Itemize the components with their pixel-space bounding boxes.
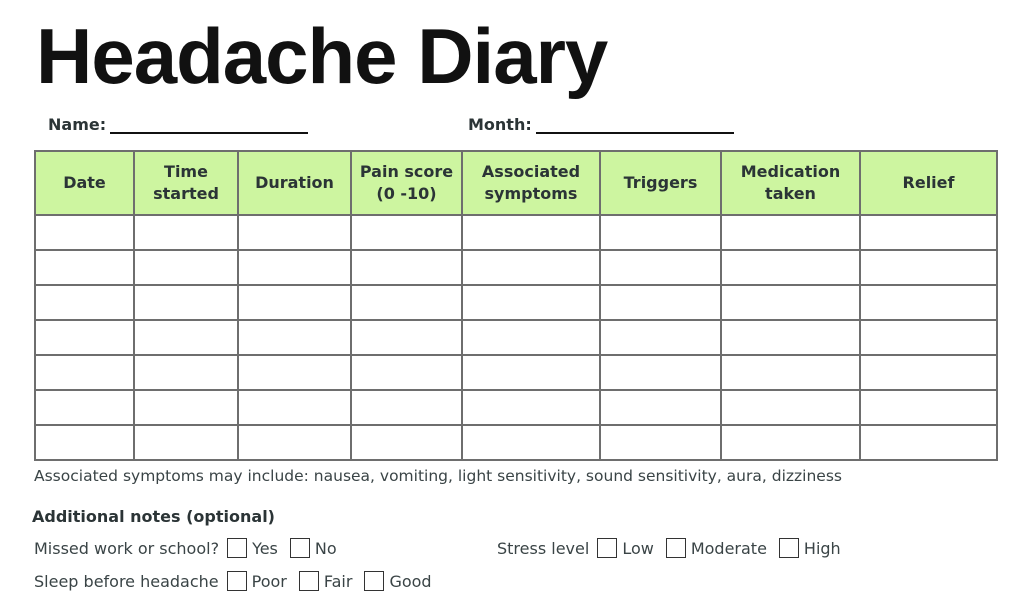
table-cell[interactable] <box>860 250 997 285</box>
table-cell[interactable] <box>134 320 238 355</box>
header-relief: Relief <box>860 151 997 215</box>
header-time-started: Time started <box>134 151 238 215</box>
table-cell[interactable] <box>134 285 238 320</box>
table-cell[interactable] <box>35 425 134 460</box>
table-cell[interactable] <box>721 215 860 250</box>
table-cell[interactable] <box>238 390 351 425</box>
table-cell[interactable] <box>462 390 600 425</box>
missed-yes-checkbox[interactable] <box>227 538 247 558</box>
stress-level-row <box>497 538 845 558</box>
table-cell[interactable] <box>35 285 134 320</box>
table-cell[interactable] <box>35 250 134 285</box>
diary-rows <box>35 215 997 460</box>
table-cell[interactable] <box>462 355 600 390</box>
table-cell[interactable] <box>351 390 462 425</box>
table-cell[interactable] <box>134 390 238 425</box>
stress-moderate-checkbox[interactable] <box>666 538 686 558</box>
table-cell[interactable] <box>600 320 721 355</box>
sleep-row <box>34 571 436 591</box>
table-cell[interactable] <box>721 285 860 320</box>
table-cell[interactable] <box>600 250 721 285</box>
table-row <box>35 250 997 285</box>
header-row <box>35 151 997 215</box>
table-cell[interactable] <box>860 285 997 320</box>
table-cell[interactable] <box>134 250 238 285</box>
stress-moderate-label: Moderate <box>690 538 767 558</box>
missed-yes-label: Yes <box>252 538 278 558</box>
table-cell[interactable] <box>134 215 238 250</box>
stress-low-checkbox[interactable] <box>597 538 617 558</box>
stress-low-label: Low <box>622 538 654 558</box>
table-cell[interactable] <box>238 285 351 320</box>
table-cell[interactable] <box>351 355 462 390</box>
header-duration: Duration <box>238 151 351 215</box>
table-cell[interactable] <box>600 355 721 390</box>
additional-notes-heading: Additional notes (optional) <box>32 507 275 526</box>
table-cell[interactable] <box>721 250 860 285</box>
table-cell[interactable] <box>462 250 600 285</box>
header-date: Date <box>35 151 134 215</box>
table-row <box>35 390 997 425</box>
missed-no-label: No <box>314 538 337 558</box>
header-associated-symptoms: Associated symptoms <box>462 151 600 215</box>
table-row <box>35 285 997 320</box>
table-cell[interactable] <box>462 215 600 250</box>
diary-table <box>34 150 998 461</box>
table-cell[interactable] <box>35 390 134 425</box>
table-cell[interactable] <box>860 320 997 355</box>
sleep-label: Sleep before headache <box>34 571 219 591</box>
table-cell[interactable] <box>134 425 238 460</box>
table-cell[interactable] <box>35 320 134 355</box>
table-cell[interactable] <box>600 215 721 250</box>
name-input-line[interactable] <box>110 112 308 134</box>
stress-high-label: High <box>803 538 841 558</box>
missed-work-label: Missed work or school? <box>34 538 220 558</box>
table-cell[interactable] <box>721 355 860 390</box>
stress-high-checkbox[interactable] <box>779 538 799 558</box>
table-row <box>35 215 997 250</box>
table-cell[interactable] <box>238 320 351 355</box>
header-medication-taken: Medication taken <box>721 151 860 215</box>
table-row <box>35 425 997 460</box>
header-triggers: Triggers <box>600 151 721 215</box>
sleep-fair-checkbox[interactable] <box>299 571 319 591</box>
missed-no-checkbox[interactable] <box>290 538 310 558</box>
table-cell[interactable] <box>238 425 351 460</box>
table-cell[interactable] <box>351 215 462 250</box>
table-cell[interactable] <box>238 355 351 390</box>
name-field[interactable] <box>48 112 308 134</box>
table-cell[interactable] <box>35 215 134 250</box>
page-title: Headache Diary <box>36 12 608 100</box>
table-cell[interactable] <box>860 355 997 390</box>
table-cell[interactable] <box>462 285 600 320</box>
header-pain-score: Pain score (0 -10) <box>351 151 462 215</box>
table-cell[interactable] <box>351 285 462 320</box>
name-label: Name: <box>48 115 107 134</box>
table-row <box>35 320 997 355</box>
table-cell[interactable] <box>462 320 600 355</box>
table-cell[interactable] <box>351 250 462 285</box>
stress-level-label: Stress level <box>497 538 590 558</box>
missed-work-row <box>34 538 341 558</box>
table-cell[interactable] <box>860 390 997 425</box>
table-cell[interactable] <box>351 320 462 355</box>
sleep-poor-label: Poor <box>251 571 287 591</box>
table-cell[interactable] <box>860 425 997 460</box>
table-cell[interactable] <box>351 425 462 460</box>
month-field[interactable] <box>468 112 734 134</box>
table-cell[interactable] <box>35 355 134 390</box>
sleep-good-label: Good <box>389 571 432 591</box>
sleep-good-checkbox[interactable] <box>364 571 384 591</box>
month-input-line[interactable] <box>536 112 734 134</box>
table-cell[interactable] <box>860 215 997 250</box>
table-cell[interactable] <box>721 320 860 355</box>
sleep-fair-label: Fair <box>323 571 353 591</box>
table-cell[interactable] <box>600 285 721 320</box>
table-cell[interactable] <box>462 425 600 460</box>
sleep-poor-checkbox[interactable] <box>227 571 247 591</box>
month-label: Month: <box>468 115 532 134</box>
table-cell[interactable] <box>600 390 721 425</box>
table-row <box>35 355 997 390</box>
table-cell[interactable] <box>600 425 721 460</box>
table-cell[interactable] <box>721 425 860 460</box>
table-cell[interactable] <box>238 215 351 250</box>
table-cell[interactable] <box>721 390 860 425</box>
table-cell[interactable] <box>238 250 351 285</box>
table-cell[interactable] <box>134 355 238 390</box>
symptoms-note: Associated symptoms may include: nausea, vomiting, light sensitivity, sound sensitivity, aura, dizziness <box>34 467 842 485</box>
